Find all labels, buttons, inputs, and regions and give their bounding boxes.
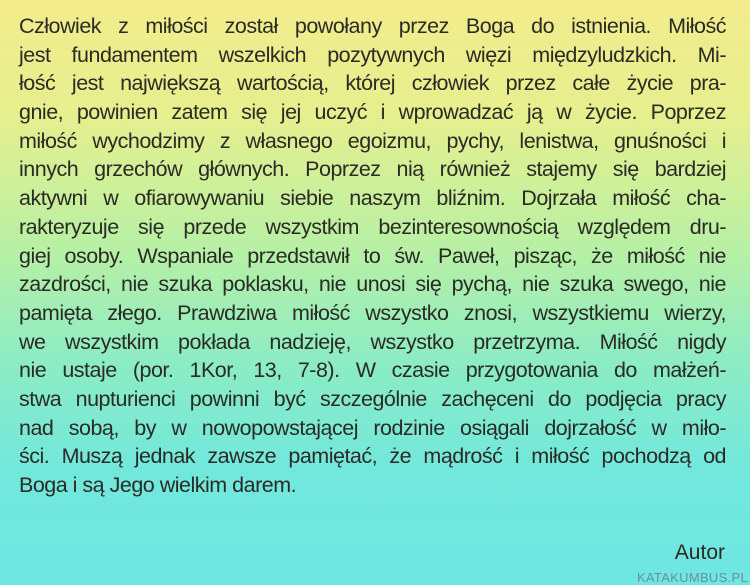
text-line: ści. Muszą jednak zawsze pamiętać, że mądrość i miłość pochodzą od [19,444,726,469]
text-line: we wszystkim pokłada nadzieję, wszystko przetrzyma. Miłość nigdy [19,329,726,354]
text-line: zazdrości, nie szuka poklasku, nie unosi się pychą, nie szuka swego, nie [19,272,726,297]
text-line: nie ustaje (por. 1Kor, 13, 7-8). W czasie przygotowania do małżeń- [19,358,726,383]
author-signature: Autor [674,541,725,564]
text-line: Boga i są Jego wielkim darem. [19,473,297,497]
text-line: aktywni w ofiarowywaniu siebie naszym bliźnim. Dojrzała miłość cha- [19,186,726,211]
text-line: jest fundamentem wszelkich pozytywnych więzi międzyludzkich. Mi- [19,42,726,67]
text-line: nad sobą, by w nowopowstającej rodzinie osiągali dojrzałość w miło- [19,415,726,440]
text-line: stwa nupturienci powinni być szczególnie zachęceni do podjęcia pracy [19,386,726,411]
text-line: pamięta złego. Prawdziwa miłość wszystko znosi, wszystkiemu wierzy, [19,300,726,325]
text-line: łość jest największą wartością, której człowiek przez całe życie pra- [19,71,726,96]
text-line: miłość wychodzimy z własnego egoizmu, pychy, lenistwa, gnuśności i [19,128,726,153]
watermark: KATAKUMBUS.PL [636,570,748,585]
text-line: giej osoby. Wspaniale przedstawił to św. Paweł, pisząc, że miłość nie [19,243,726,268]
text-line: Człowiek z miłości został powołany przez Boga do istnienia. Miłość [19,14,726,38]
text-line: rakteryzuje się przede wszystkim bezinteresownością względem dru- [19,214,726,239]
body-text [19,12,726,500]
text-line: gnie, powinien zatem się jej uczyć i wprowadzać ją w życie. Poprzez [19,100,726,125]
text-line: innych grzechów głównych. Poprzez nią również stajemy się bardziej [19,157,726,182]
